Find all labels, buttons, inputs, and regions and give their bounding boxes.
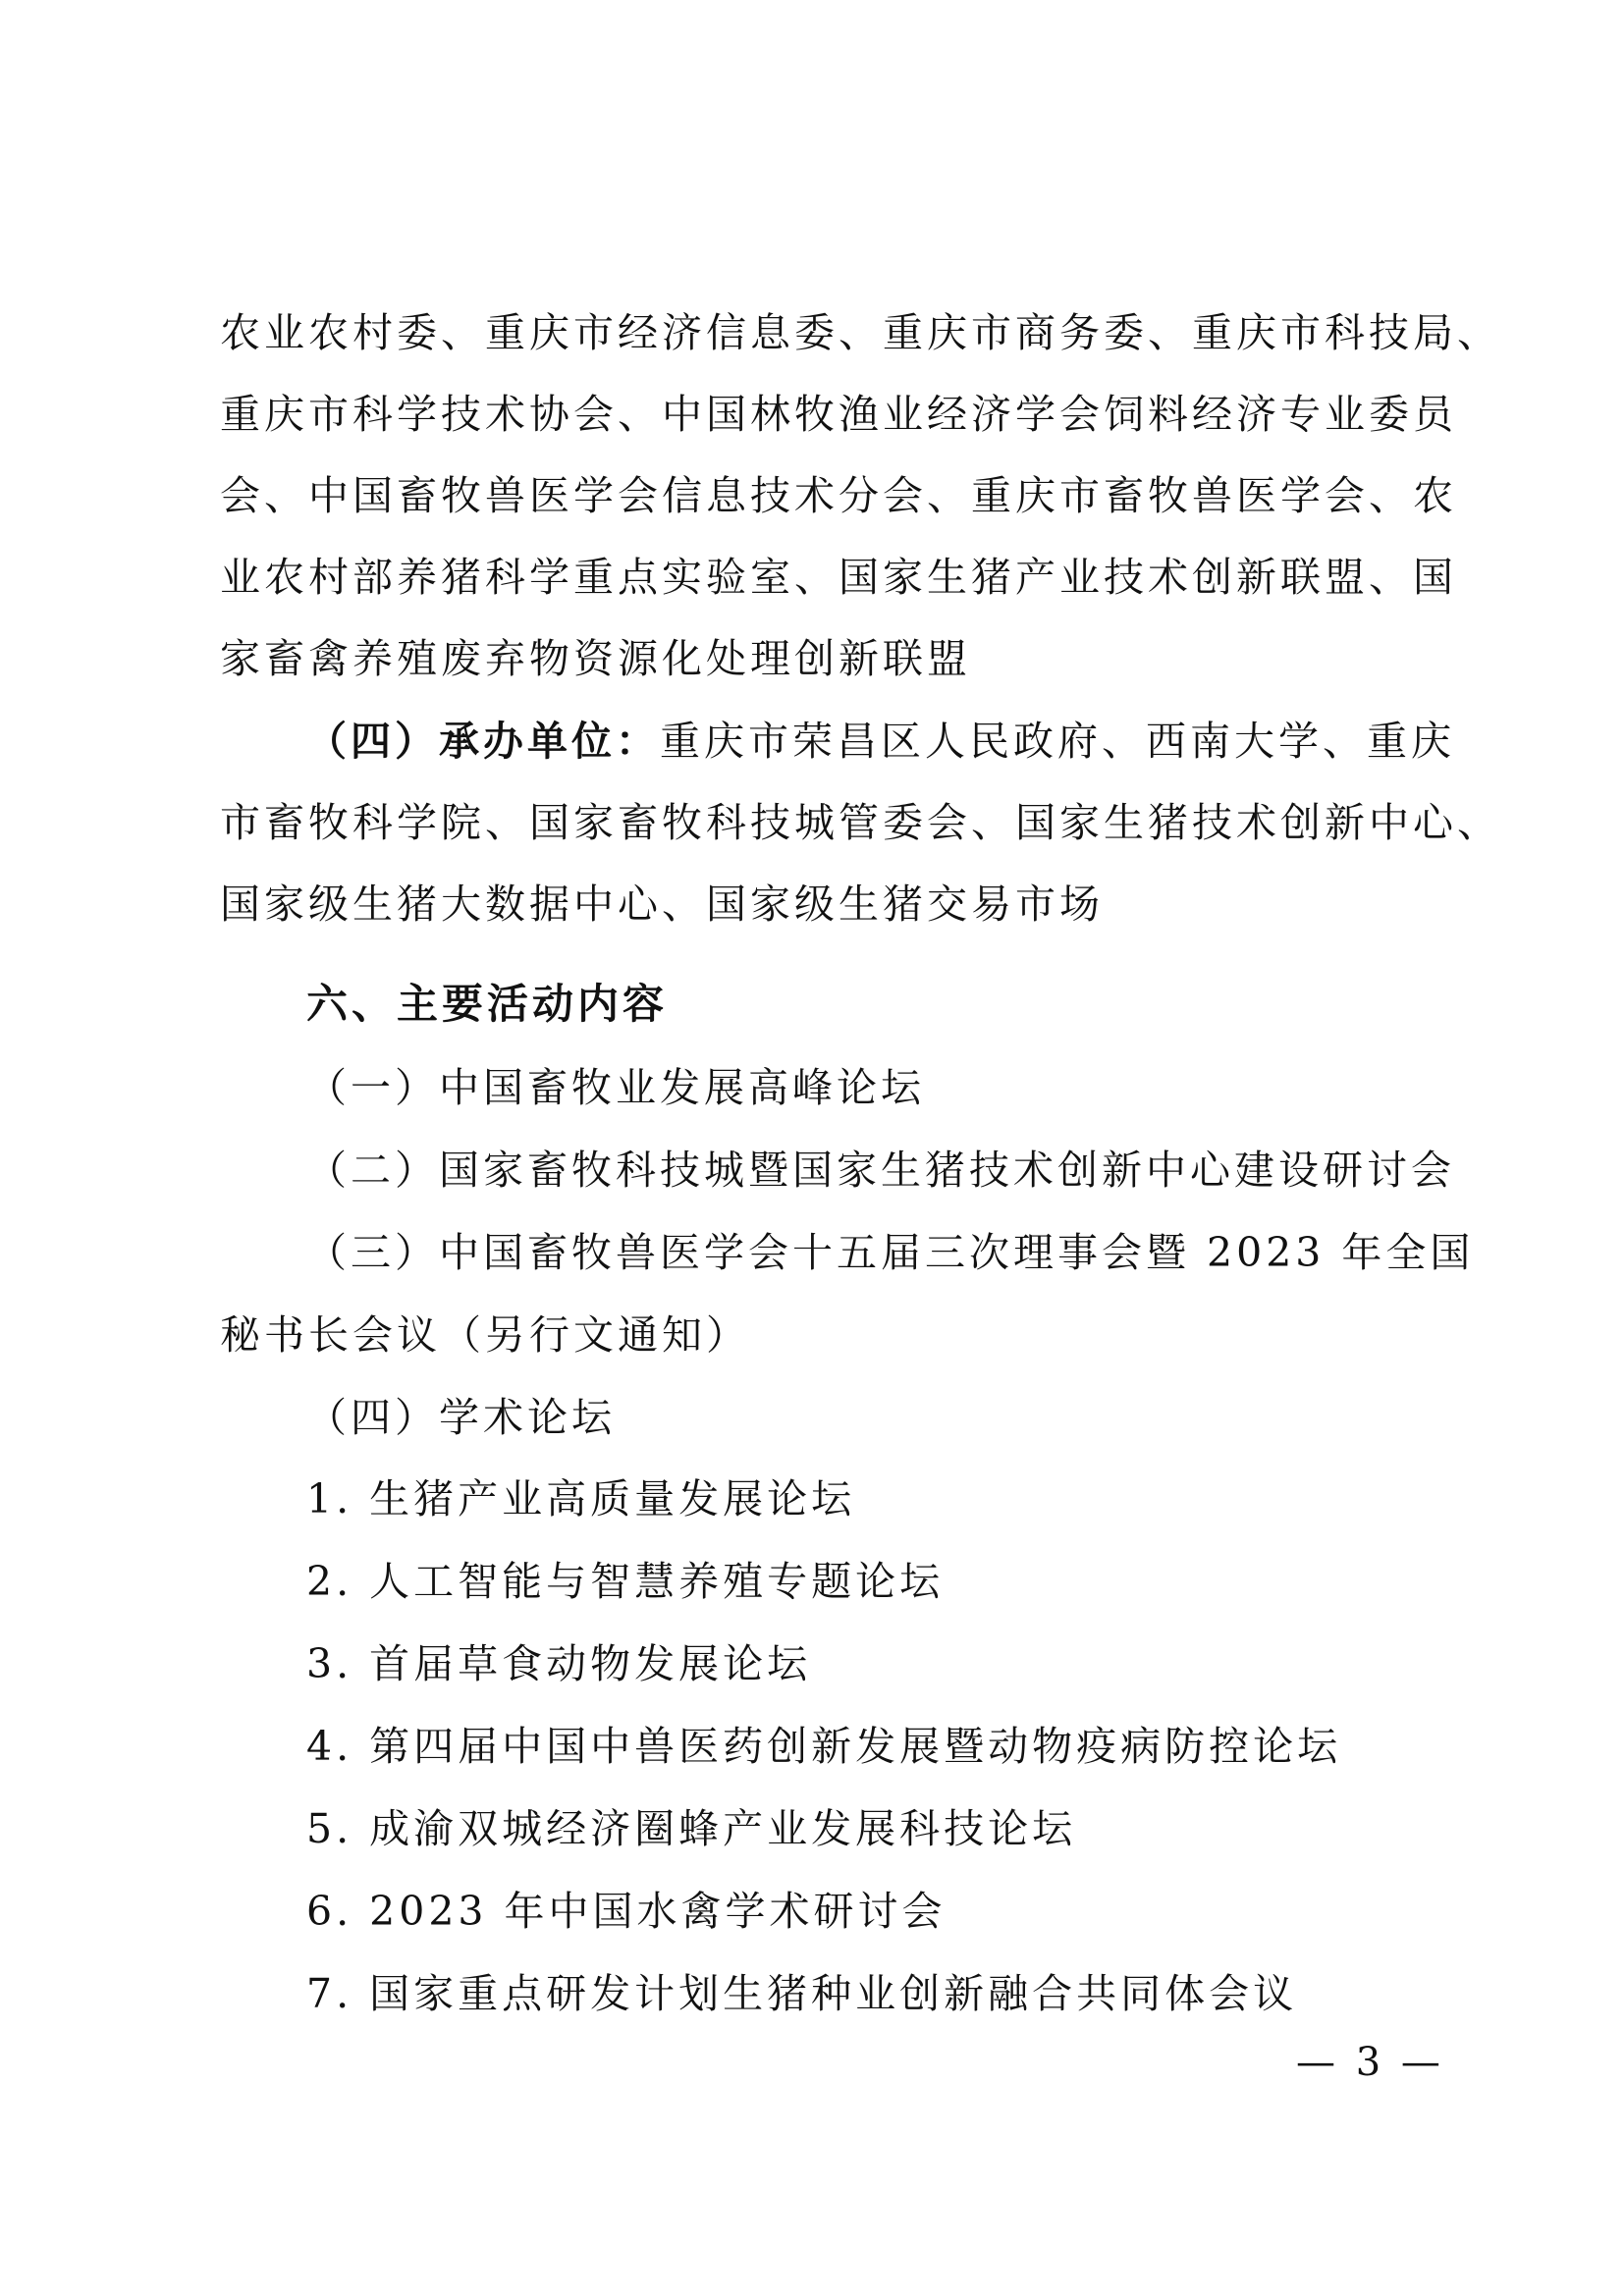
text-line: 家畜禽养殖废弃物资源化处理创新联盟 (220, 635, 971, 682)
activity-item: （一）中国畜牧业发展高峰论坛 (306, 1064, 925, 1111)
host-units-text: 重庆市荣昌区人民政府、西南大学、重庆 (660, 718, 1455, 765)
paragraph-host-units (220, 701, 1501, 945)
forum-item: 2. 人工智能与智慧养殖专题论坛 (306, 1558, 945, 1605)
forum-item: 1. 生猪产业高质量发展论坛 (306, 1475, 856, 1522)
activity-item: （三）中国畜牧兽医学会十五届三次理事会暨 2023 年全国 (306, 1229, 1475, 1276)
forum-subheading: （四）学术论坛 (306, 1394, 616, 1441)
forum-item: 5. 成渝双城经济圈蜂产业发展科技论坛 (306, 1805, 1077, 1852)
text-line: 会、中国畜牧兽医学会信息技术分会、重庆市畜牧兽医学会、农 (220, 472, 1457, 519)
text-line: 国家级生猪大数据中心、国家级生猪交易市场 (220, 881, 1104, 928)
paragraph-organizers-continued (220, 293, 1501, 700)
page-number: — 3 — (1296, 2040, 1444, 2085)
text-line: 重庆市科学技术协会、中国林牧渔业经济学会饲料经济专业委员 (220, 391, 1457, 438)
text-line (220, 701, 1455, 782)
activity-item: （二）国家畜牧科技城暨国家生猪技术创新中心建设研讨会 (306, 1147, 1455, 1194)
text-line: 市畜牧科学院、国家畜牧科技城管委会、国家生猪技术创新中心、 (220, 799, 1501, 846)
text-line: 农业农村委、重庆市经济信息委、重庆市商务委、重庆市科技局、 (220, 309, 1501, 356)
forum-item: 7. 国家重点研发计划生猪种业创新融合共同体会议 (306, 1970, 1298, 2017)
activity-item-continuation: 秘书长会议（另行文通知） (220, 1311, 750, 1359)
section-heading: 六、主要活动内容 (306, 980, 669, 1028)
forum-item: 3. 首届草食动物发展论坛 (306, 1640, 812, 1687)
forum-item: 4. 第四届中国中兽医药创新发展暨动物疫病防控论坛 (306, 1723, 1342, 1770)
host-units-label: （四）承办单位： (306, 718, 660, 765)
forum-item: 6. 2023 年中国水禽学术研讨会 (306, 1888, 947, 1935)
text-line: 业农村部养猪科学重点实验室、国家生猪产业技术创新联盟、国 (220, 554, 1457, 601)
